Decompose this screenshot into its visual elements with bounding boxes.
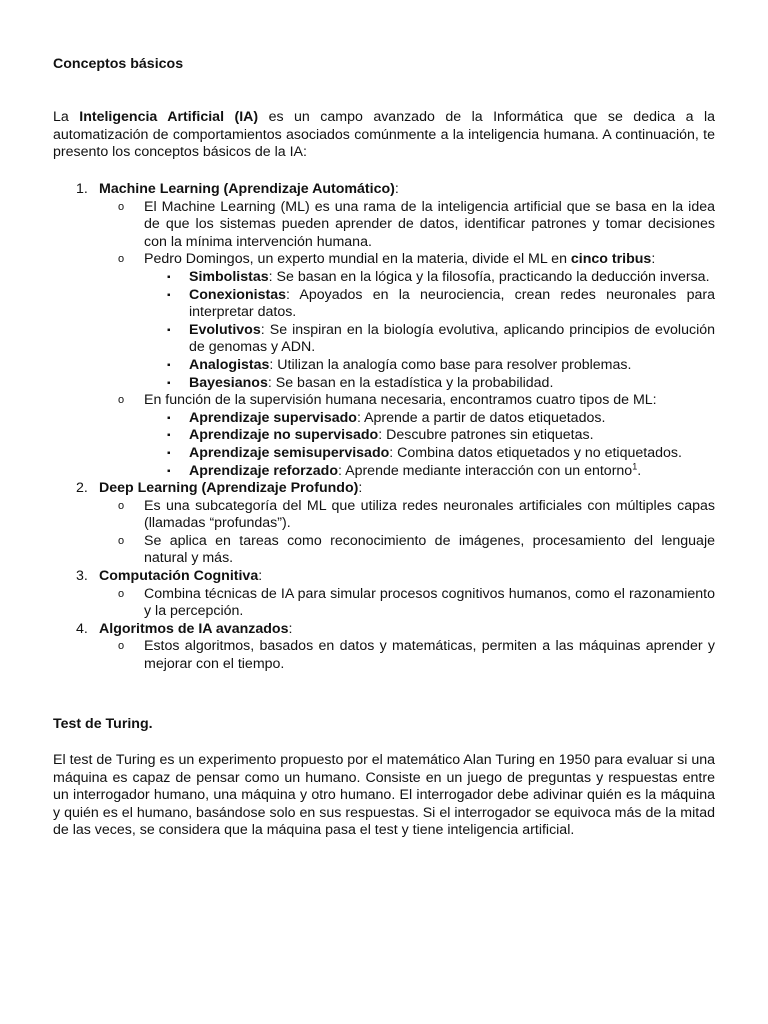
intro-paragraph: La Inteligencia Artificial (IA) es un campo avanzado de la Informática que se dedica a la automatización de comportamientos asociados comúnmente a la inteligencia humana. A continuación, te presento los conceptos básicos de la IA: xyxy=(53,109,715,160)
square-bullet-icon: ▪ xyxy=(167,271,171,283)
square-bullet-icon: ▪ xyxy=(167,412,171,424)
list-item: o Es una subcategoría del ML que utiliza redes neuronales artificiales con múltiples capas (llamadas “profundas”). xyxy=(118,497,715,532)
section-2-heading: 2. Deep Learning (Aprendizaje Profundo): xyxy=(76,480,363,497)
tribe-item: ▪ Conexionistas: Apoyados en la neurociencia, crean redes neuronales para interpretar datos. xyxy=(167,286,715,321)
circle-bullet-icon: o xyxy=(118,200,125,213)
tribe-item: ▪ Simbolistas: Se basan en la lógica y la filosofía, practicando la deducción inversa. xyxy=(167,268,710,285)
circle-bullet-icon: o xyxy=(118,640,125,653)
footnote-marker: 1 xyxy=(632,460,638,471)
turing-paragraph: El test de Turing es un experimento propuesto por el matemático Alan Turing en 1950 para evaluar si una máquina es capaz de pensar como un humano. Consiste en un juego de preguntas y respuestas entre un interrogador humano, una máquina y otro humano. El interrogador debe adivinar quién es la máquina y quién es el humano, basándose solo en sus respuestas. Si el interrogador se equivoca más de la mitad de las veces, se considera que la máquina pasa el test y tiene inteligencia artificial. xyxy=(53,752,715,838)
circle-bullet-icon: o xyxy=(118,394,125,407)
concepts-list xyxy=(53,181,715,674)
ml-type-item: ▪ Aprendizaje semisupervisado: Combina datos etiquetados y no etiquetados. xyxy=(167,444,682,461)
ml-type-item: ▪ Aprendizaje no supervisado: Descubre patrones sin etiquetas. xyxy=(167,427,594,444)
list-item: o Combina técnicas de IA para simular procesos cognitivos humanos, como el razonamiento y la percepción. xyxy=(118,585,715,620)
list-item: o El Machine Learning (ML) es una rama de la inteligencia artificial que se basa en la idea de que los sistemas pueden aprender de datos, identificar patrones y tomar decisiones con la mínima intervención humana. xyxy=(118,198,715,250)
square-bullet-icon: ▪ xyxy=(167,289,171,301)
ml-type-item: ▪ Aprendizaje reforzado: Aprende mediante interacción con un entorno$^1$. xyxy=(167,460,642,479)
list-item: o En función de la supervisión humana necesaria, encontramos cuatro tipos de ML: xyxy=(118,392,657,409)
intro-term: Inteligencia Artificial (IA) xyxy=(79,109,259,125)
square-bullet-icon: ▪ xyxy=(167,377,171,389)
ml-type-item: ▪ Aprendizaje supervisado: Aprende a partir de datos etiquetados. xyxy=(167,409,606,426)
list-item: o Estos algoritmos, basados en datos y matemáticas, permiten a las máquinas aprender y mejorar con el tiempo. xyxy=(118,638,715,673)
turing-heading: Test de Turing. xyxy=(53,716,153,732)
square-bullet-icon: ▪ xyxy=(167,447,171,459)
tribe-item: ▪ Evolutivos: Se inspiran en la biología evolutiva, aplicando principios de evolución de genomas y ADN. xyxy=(167,321,715,356)
page-title: Conceptos básicos xyxy=(53,56,184,72)
section-3-heading: 3. Computación Cognitiva: xyxy=(76,568,263,585)
circle-bullet-icon: o xyxy=(118,499,125,512)
square-bullet-icon: ▪ xyxy=(167,359,171,371)
circle-bullet-icon: o xyxy=(118,253,125,266)
square-bullet-icon: ▪ xyxy=(167,465,171,477)
square-bullet-icon: ▪ xyxy=(167,324,171,336)
section-4-heading: 4. Algoritmos de IA avanzados: xyxy=(76,620,293,637)
section-1-heading: 1. Machine Learning (Aprendizaje Automático): xyxy=(76,181,399,197)
circle-bullet-icon: o xyxy=(118,534,125,547)
circle-bullet-icon: o xyxy=(118,587,125,600)
list-item: o Se aplica en tareas como reconocimiento de imágenes, procesamiento del lenguaje natural y más. xyxy=(118,532,715,567)
list-item: o Pedro Domingos, un experto mundial en la materia, divide el ML en cinco tribus: xyxy=(118,251,656,268)
square-bullet-icon: ▪ xyxy=(167,430,171,442)
tribe-item: ▪ Analogistas: Utilizan la analogía como base para resolver problemas. xyxy=(167,356,632,373)
tribe-item: ▪ Bayesianos: Se basan en la estadística y la probabilidad. xyxy=(167,374,554,391)
